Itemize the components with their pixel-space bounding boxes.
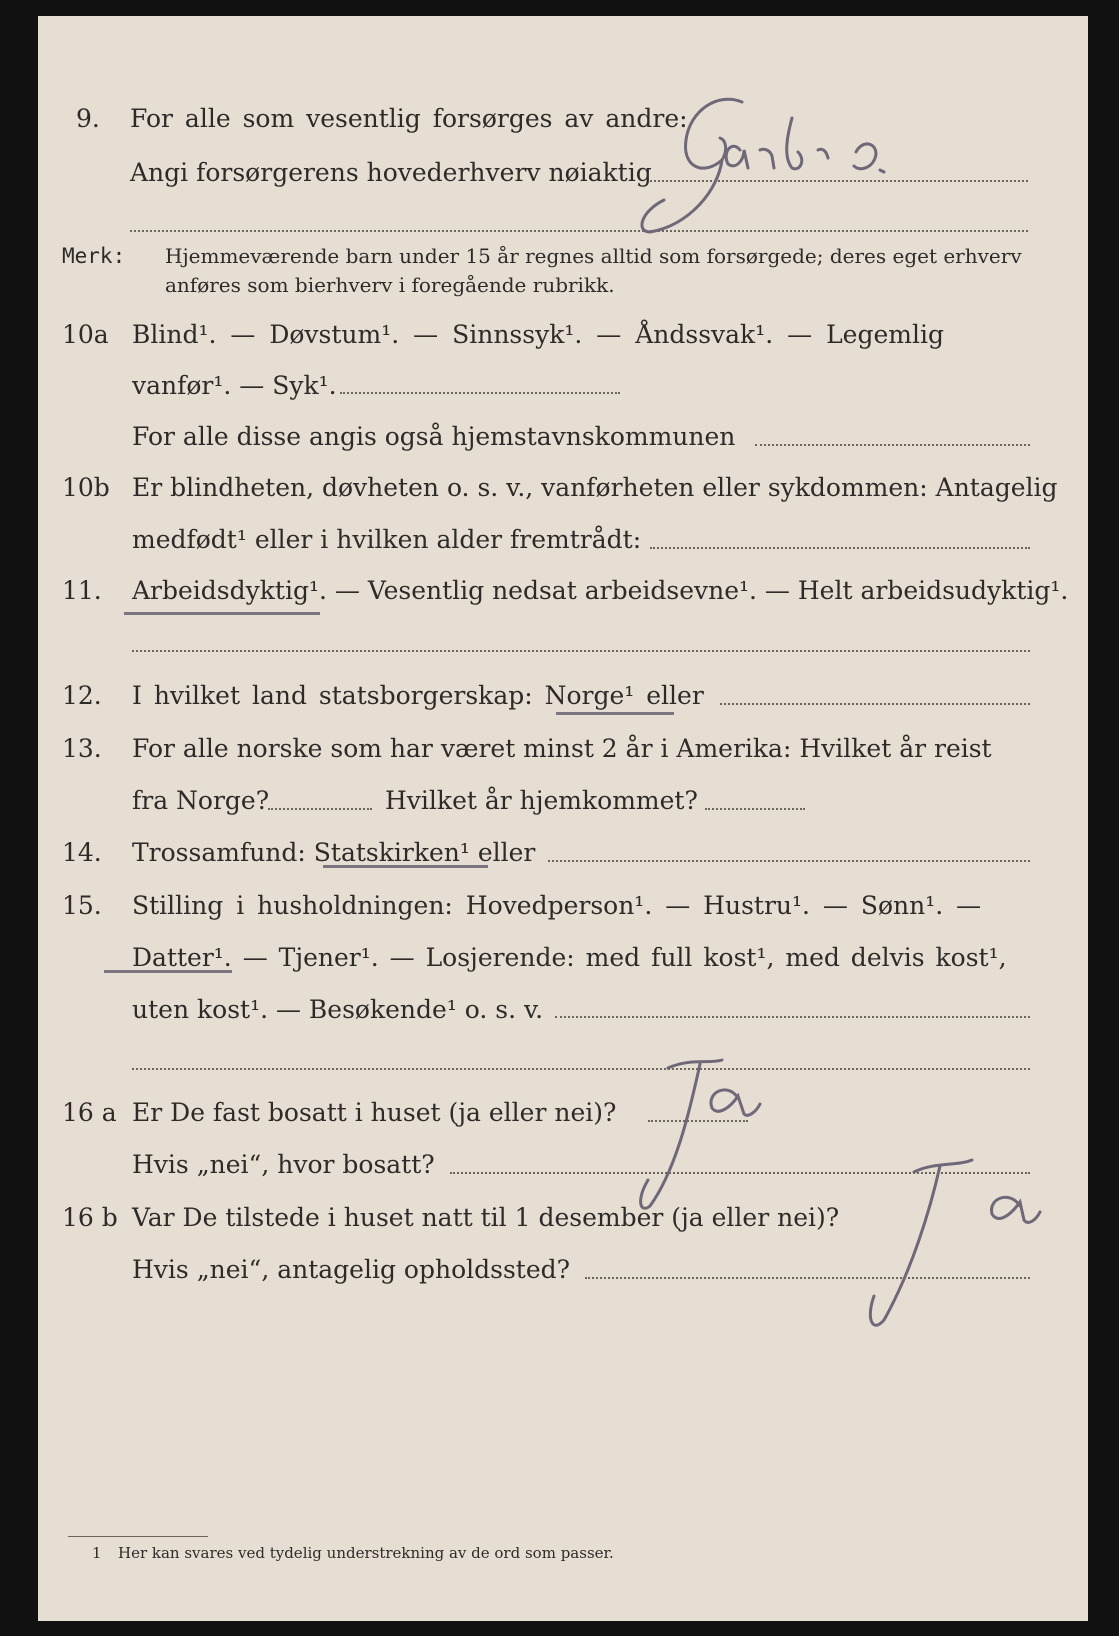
q10a-line1: Blind¹. — Døvstum¹. — Sinnssyk¹. — Åndssvak¹. — Legemlig [132, 320, 944, 349]
merk-line1: Hjemmeværende barn under 15 år regnes alltid som forsørgede; deres eget erhverv [165, 244, 1022, 268]
q11-underline-arbeidsdyktig [124, 612, 320, 615]
q13-hjemkommet-line [705, 808, 805, 810]
q16b-line2: Hvis „nei“, antagelig opholdssted? [132, 1255, 571, 1284]
q10a-kommune-line [755, 444, 1030, 446]
q16a-answer-line [648, 1120, 748, 1122]
q14-underline-statskirken [323, 865, 488, 868]
q9-number: 9. [76, 104, 100, 133]
q12-answer-line [720, 703, 1030, 705]
q14-answer-line [548, 860, 1030, 862]
q14-number: 14. [62, 838, 102, 867]
q9-line1: For alle som vesentlig forsørges av andre: [130, 104, 688, 133]
merk-label: Merk: [62, 244, 126, 268]
q10a-answer-line [340, 392, 620, 394]
q16b-line1: Var De tilstede i huset natt til 1 desember (ja eller nei)? [132, 1203, 840, 1232]
q12-number: 12. [62, 681, 102, 710]
q9-line2: Angi forsørgerens hovederhverv nøiaktig [130, 158, 652, 187]
q10a-number: 10a [62, 320, 109, 349]
q16a-number: 16 a [62, 1098, 117, 1127]
footnote-rule [68, 1536, 208, 1537]
q14-line1: Trossamfund: Statskirken¹ eller [132, 838, 536, 867]
q12-line1: I hvilket land statsborgerskap: Norge¹ eller [132, 681, 704, 710]
q15-number: 15. [62, 891, 102, 920]
q9-answer-line [650, 180, 1028, 182]
q13-line2a: fra Norge? [132, 786, 270, 815]
q11-number: 11. [62, 576, 102, 605]
q16a-line1: Er De fast bosatt i huset (ja eller nei)? [132, 1098, 617, 1127]
q10a-line3: For alle disse angis også hjemstavnskommunen [132, 422, 736, 451]
q10b-line1: Er blindheten, døvheten o. s. v., vanførheten eller sykdommen: Antagelig [132, 473, 1058, 502]
q15-underline-datter [104, 970, 232, 973]
q12-underline-norge [556, 712, 674, 715]
q13-reist-line [268, 808, 372, 810]
q13-line2b: Hvilket år hjemkommet? [385, 786, 698, 815]
q16b-opholdssted-line [585, 1277, 1030, 1279]
q9-extra-line [130, 230, 1028, 232]
footnote-mark: 1 [92, 1544, 102, 1562]
q15-extra-line [132, 1068, 1030, 1070]
q15-line1: Stilling i husholdningen: Hovedperson¹. — Hustru¹. — Sønn¹. — [132, 891, 982, 920]
q16a-line2: Hvis „nei“, hvor bosatt? [132, 1150, 435, 1179]
q16b-number: 16 b [62, 1203, 118, 1232]
q10b-line2: medfødt¹ eller i hvilken alder fremtrådt: [132, 525, 642, 554]
q10b-answer-line [650, 547, 1030, 549]
q11-line1: Arbeidsdyktig¹. — Vesentlig nedsat arbeidsevne¹. — Helt arbeidsudyktig¹. [132, 576, 1069, 605]
q16a-bosatt-line [450, 1172, 1030, 1174]
q15-line2: Datter¹. — Tjener¹. — Losjerende: med full kost¹, med delvis kost¹, [132, 943, 1007, 972]
q15-line3: uten kost¹. — Besøkende¹ o. s. v. [132, 995, 544, 1024]
q13-line1: For alle norske som har været minst 2 år i Amerika: Hvilket år reist [132, 734, 992, 763]
q10b-number: 10b [62, 473, 110, 502]
merk-line2: anføres som bierhverv i foregående rubrikk. [165, 273, 615, 297]
q10a-line2: vanfør¹. — Syk¹. [132, 371, 337, 400]
footnote-text: Her kan svares ved tydelig understrekning av de ord som passer. [118, 1544, 614, 1562]
q11-extra-line [132, 650, 1030, 652]
q15-answer-line [555, 1016, 1030, 1018]
q13-number: 13. [62, 734, 102, 763]
